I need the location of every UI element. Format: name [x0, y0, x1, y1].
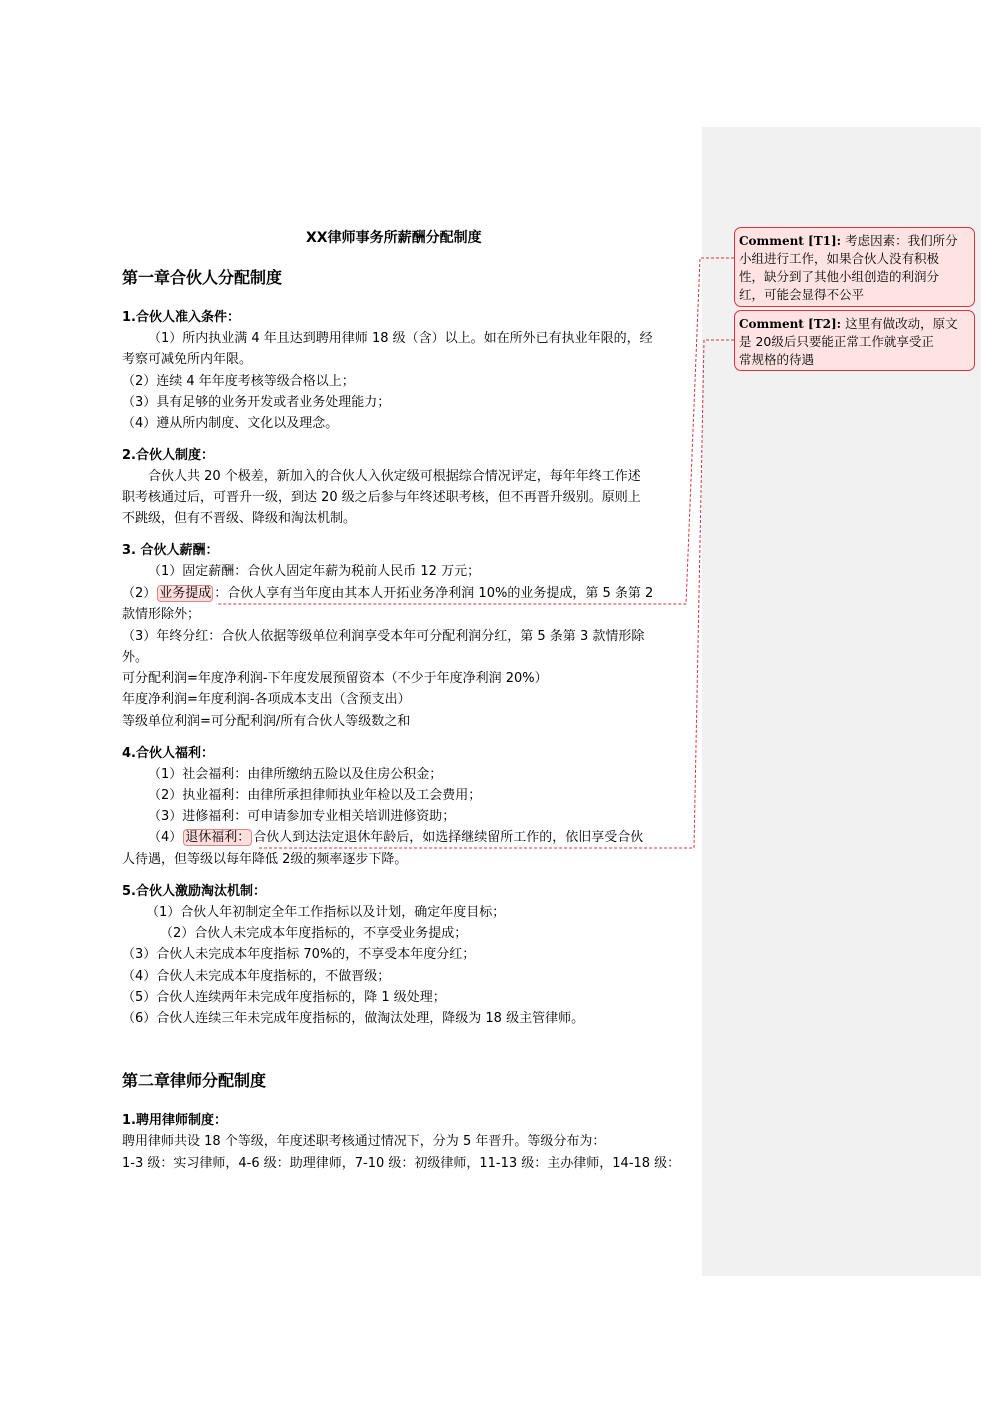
text-segment: （2）	[122, 586, 157, 601]
comment-author: Comment [T2]:	[739, 317, 842, 331]
text-line: 可分配利润=年度净利润-下年度发展预留资本（不少于年度净利润 20%）	[122, 671, 548, 686]
comment-text: 这里有做改动，原文	[845, 316, 958, 331]
text-line: 1-3 级：实习律师，4-6 级：助理律师，7-10 级：初级律师，11-13 级：主办律师，14-18 级：	[122, 1156, 681, 1171]
text-line: （3）具有足够的业务开发或者业务处理能力；	[122, 395, 391, 410]
text-line: （4）合伙人未完成本年度指标的，不做晋级；	[122, 969, 391, 984]
section-2-1-heading: 1.聘用律师制度：	[122, 1113, 227, 1128]
chapter-1-heading: 第一章合伙人分配制度	[122, 268, 283, 287]
section-1-2-heading: 2.合伙人制度：	[122, 448, 214, 463]
comment-anchor-t1[interactable]: 业务提成	[159, 586, 212, 601]
section-1-5-heading: 5.合伙人激励淘汰机制：	[122, 884, 266, 899]
comment-author: Comment [T1]:	[739, 234, 842, 248]
text-line: （6）合伙人连续三年未完成年度指标的，做淘汰处理，降级为 18 级主管律师。	[122, 1011, 585, 1026]
comment-balloon-t1[interactable]	[734, 227, 975, 307]
comment-balloon-t2[interactable]	[734, 310, 975, 371]
text-line: 考察可减免所内年限。	[122, 352, 253, 367]
text-line: （3）年终分红：合伙人依据等级单位利润享受本年可分配利润分红，第 5 条第 3 款情形除	[122, 629, 645, 644]
chapter-2-heading: 第二章律师分配制度	[122, 1071, 267, 1090]
text-segment: 合伙人到达法定退休年龄后，如选择继续留所工作的，依旧享受合伙	[253, 830, 644, 845]
text-line: （1）所内执业满 4 年且达到聘用律师 18 级（含）以上。如在所外已有执业年限的，经	[148, 331, 653, 346]
text-line: 不跳级，但有不晋级、降级和淘汰机制。	[122, 511, 357, 526]
text-line: （2）执业福利：由律所承担律师执业年检以及工会费用；	[148, 788, 482, 803]
text-line: 合伙人共 20 个极差，新加入的合伙人入伙定级可根据综合情况评定，每年年终工作述	[148, 469, 641, 484]
text-line: （3）合伙人未完成本年度指标 70%的，不享受本年度分红；	[122, 947, 476, 962]
text-line: （5）合伙人连续两年未完成年度指标的，降 1 级处理；	[122, 990, 446, 1005]
text-line: （1）社会福利：由律所缴纳五险以及住房公积金；	[148, 767, 443, 782]
text-line: 职考核通过后，可晋升一级，到达 20 级之后参与年终述职考核，但不再晋升级别。原则上	[122, 490, 641, 505]
section-1-3-heading: 3. 合伙人薪酬：	[122, 543, 219, 558]
text-line	[148, 828, 643, 848]
text-line: （4）遵从所内制度、文化以及理念。	[122, 416, 339, 431]
comment-text: 常规格的待遇	[739, 352, 815, 367]
comment-text: 是 20级后只要能正常工作就享受正	[739, 334, 934, 349]
text-line: （2）连续 4 年年度考核等级合格以上；	[122, 374, 355, 389]
text-line: 外。	[122, 650, 149, 665]
text-line: （1）固定薪酬：合伙人固定年薪为税前人民币 12 万元；	[148, 564, 481, 579]
document-title: XX律师事务所薪酬分配制度	[306, 230, 482, 246]
comment-anchor-t2[interactable]: 退休福利：	[185, 830, 251, 845]
text-segment: ：合伙人享有当年度由其本人开拓业务净利润 10%的业务提成，第 5 条第 2	[214, 586, 654, 601]
text-line: 等级单位利润=可分配利润/所有合伙人等级数之和	[122, 714, 411, 729]
text-segment: （4）	[148, 830, 183, 845]
section-1-1-heading: 1.合伙人准入条件：	[122, 310, 240, 325]
text-line: 人待遇，但等级以每年降低 2级的频率逐步下降。	[122, 852, 408, 867]
text-line: 年度净利润=年度利润-各项成本支出（含预支出）	[122, 692, 411, 707]
comment-text: 红，可能会显得不公平	[739, 287, 865, 302]
text-line: 款情形除外；	[122, 607, 201, 622]
text-line: 聘用律师共设 18 个等级，年度述职考核通过情况下，分为 5 年晋升。等级分布为：	[122, 1134, 606, 1149]
comment-text: 小组进行工作，如果合伙人没有积极	[739, 251, 940, 266]
section-1-4-heading: 4.合伙人福利：	[122, 746, 214, 761]
comment-text: 性，缺分到了其他小组创造的利润分	[739, 269, 940, 284]
text-line: （3）进修福利：可申请参加专业相关培训进修资助；	[148, 809, 456, 824]
text-line	[122, 584, 653, 604]
text-line: （1）合伙人年初制定全年工作指标以及计划，确定年度目标；	[146, 905, 506, 920]
comment-text: 考虑因素：我们所分	[845, 233, 958, 248]
text-line: （2）合伙人未完成本年度指标的，不享受业务提成；	[160, 926, 468, 941]
